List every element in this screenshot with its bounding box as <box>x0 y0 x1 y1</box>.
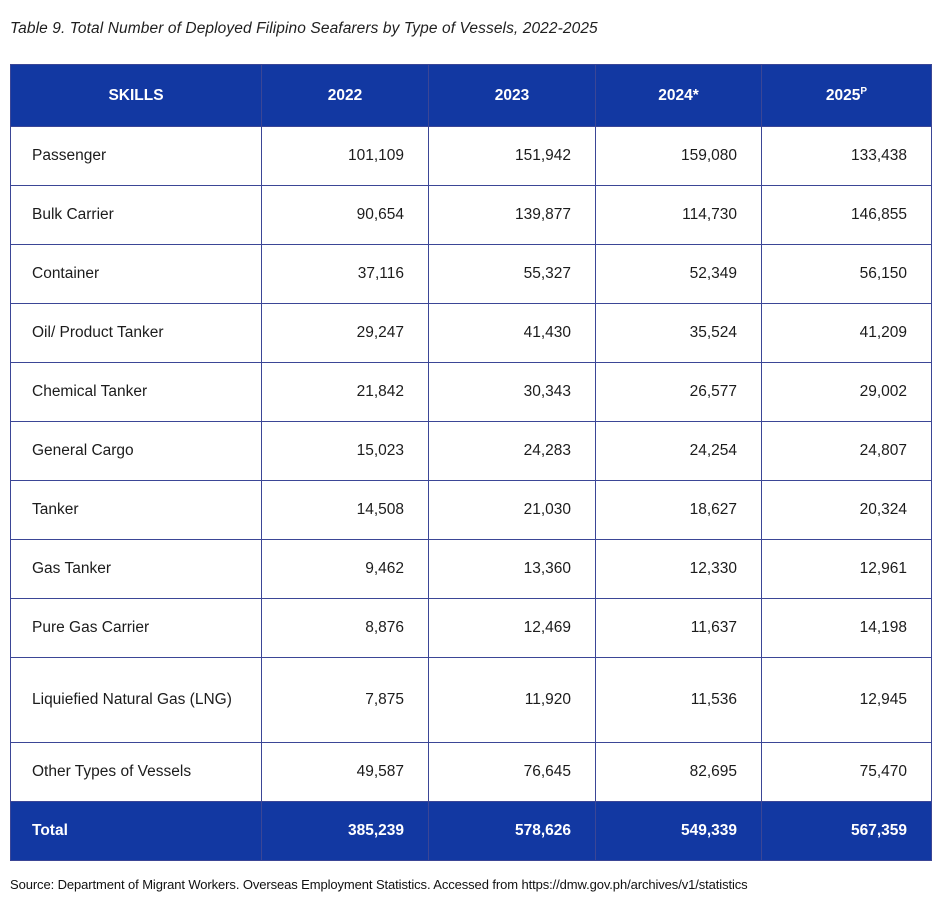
value-cell-2022: 49,587 <box>262 743 429 802</box>
column-header-label: SKILLS <box>108 86 164 104</box>
value-cell-2025: 12,961 <box>762 540 932 599</box>
value-cell-2023: 151,942 <box>429 127 596 186</box>
skill-cell: Oil/ Product Tanker <box>11 304 262 363</box>
value-cell-2024: 52,349 <box>596 245 762 304</box>
table-row <box>11 540 932 599</box>
skill-cell: Pure Gas Carrier <box>11 599 262 658</box>
skill-cell: Liquiefied Natural Gas (LNG) <box>11 658 262 743</box>
table-row <box>11 743 932 802</box>
value-cell-2025: 20,324 <box>762 481 932 540</box>
value-cell-2023: 41,430 <box>429 304 596 363</box>
value-cell-2024: 114,730 <box>596 186 762 245</box>
column-header-skills <box>11 65 262 127</box>
column-header-label: 2022 <box>327 86 363 104</box>
table-row <box>11 127 932 186</box>
value-cell-2023: 11,920 <box>429 658 596 743</box>
skill-cell: Gas Tanker <box>11 540 262 599</box>
total-value-cell-2024: 549,339 <box>596 802 762 861</box>
table-body <box>11 127 932 802</box>
value-cell-2024: 18,627 <box>596 481 762 540</box>
column-header-2023 <box>429 65 596 127</box>
value-cell-2024: 24,254 <box>596 422 762 481</box>
column-header-superscript: P <box>860 85 868 97</box>
value-cell-2024: 26,577 <box>596 363 762 422</box>
column-header-2025 <box>762 65 932 127</box>
value-cell-2023: 139,877 <box>429 186 596 245</box>
value-cell-2025: 24,807 <box>762 422 932 481</box>
column-header-label: 2024* <box>658 86 699 104</box>
seafarers-table <box>10 64 932 861</box>
skill-cell: Container <box>11 245 262 304</box>
value-cell-2023: 24,283 <box>429 422 596 481</box>
value-cell-2024: 159,080 <box>596 127 762 186</box>
value-cell-2024: 82,695 <box>596 743 762 802</box>
value-cell-2024: 35,524 <box>596 304 762 363</box>
value-cell-2025: 56,150 <box>762 245 932 304</box>
value-cell-2025: 75,470 <box>762 743 932 802</box>
table-row <box>11 422 932 481</box>
table-total-row <box>11 802 932 861</box>
value-cell-2024: 11,637 <box>596 599 762 658</box>
value-cell-2025: 12,945 <box>762 658 932 743</box>
value-cell-2022: 101,109 <box>262 127 429 186</box>
skill-cell: Tanker <box>11 481 262 540</box>
skill-cell: Other Types of Vessels <box>11 743 262 802</box>
skill-cell: Chemical Tanker <box>11 363 262 422</box>
value-cell-2025: 14,198 <box>762 599 932 658</box>
table-row <box>11 245 932 304</box>
table-title: Table 9. Total Number of Deployed Filipino Seafarers by Type of Vessels, 2022-2025 <box>10 20 598 37</box>
table-row <box>11 304 932 363</box>
value-cell-2022: 8,876 <box>262 599 429 658</box>
value-cell-2023: 55,327 <box>429 245 596 304</box>
column-header-2022 <box>262 65 429 127</box>
table-row <box>11 599 932 658</box>
value-cell-2022: 7,875 <box>262 658 429 743</box>
value-cell-2022: 90,654 <box>262 186 429 245</box>
value-cell-2023: 76,645 <box>429 743 596 802</box>
total-value-cell-2025: 567,359 <box>762 802 932 861</box>
column-header-label: 2025 <box>825 86 861 104</box>
value-cell-2022: 29,247 <box>262 304 429 363</box>
total-value-cell-2023: 578,626 <box>429 802 596 861</box>
source-note: Source: Department of Migrant Workers. Overseas Employment Statistics. Accessed from https://dmw.gov.ph/archives/v1/statistics <box>10 877 748 892</box>
skill-cell: Passenger <box>11 127 262 186</box>
value-cell-2025: 29,002 <box>762 363 932 422</box>
table-row <box>11 481 932 540</box>
column-header-label: 2023 <box>494 86 530 104</box>
column-header-2024 <box>596 65 762 127</box>
value-cell-2022: 14,508 <box>262 481 429 540</box>
value-cell-2024: 11,536 <box>596 658 762 743</box>
value-cell-2022: 9,462 <box>262 540 429 599</box>
total-value-cell-2022: 385,239 <box>262 802 429 861</box>
value-cell-2022: 15,023 <box>262 422 429 481</box>
value-cell-2023: 13,360 <box>429 540 596 599</box>
table-header-row <box>11 65 932 127</box>
value-cell-2025: 146,855 <box>762 186 932 245</box>
skill-cell: General Cargo <box>11 422 262 481</box>
value-cell-2025: 133,438 <box>762 127 932 186</box>
table-row <box>11 658 932 743</box>
value-cell-2022: 37,116 <box>262 245 429 304</box>
total-label-cell: Total <box>11 802 262 861</box>
table-row <box>11 363 932 422</box>
table-row <box>11 186 932 245</box>
value-cell-2023: 12,469 <box>429 599 596 658</box>
value-cell-2025: 41,209 <box>762 304 932 363</box>
value-cell-2023: 30,343 <box>429 363 596 422</box>
value-cell-2024: 12,330 <box>596 540 762 599</box>
value-cell-2022: 21,842 <box>262 363 429 422</box>
value-cell-2023: 21,030 <box>429 481 596 540</box>
skill-cell: Bulk Carrier <box>11 186 262 245</box>
